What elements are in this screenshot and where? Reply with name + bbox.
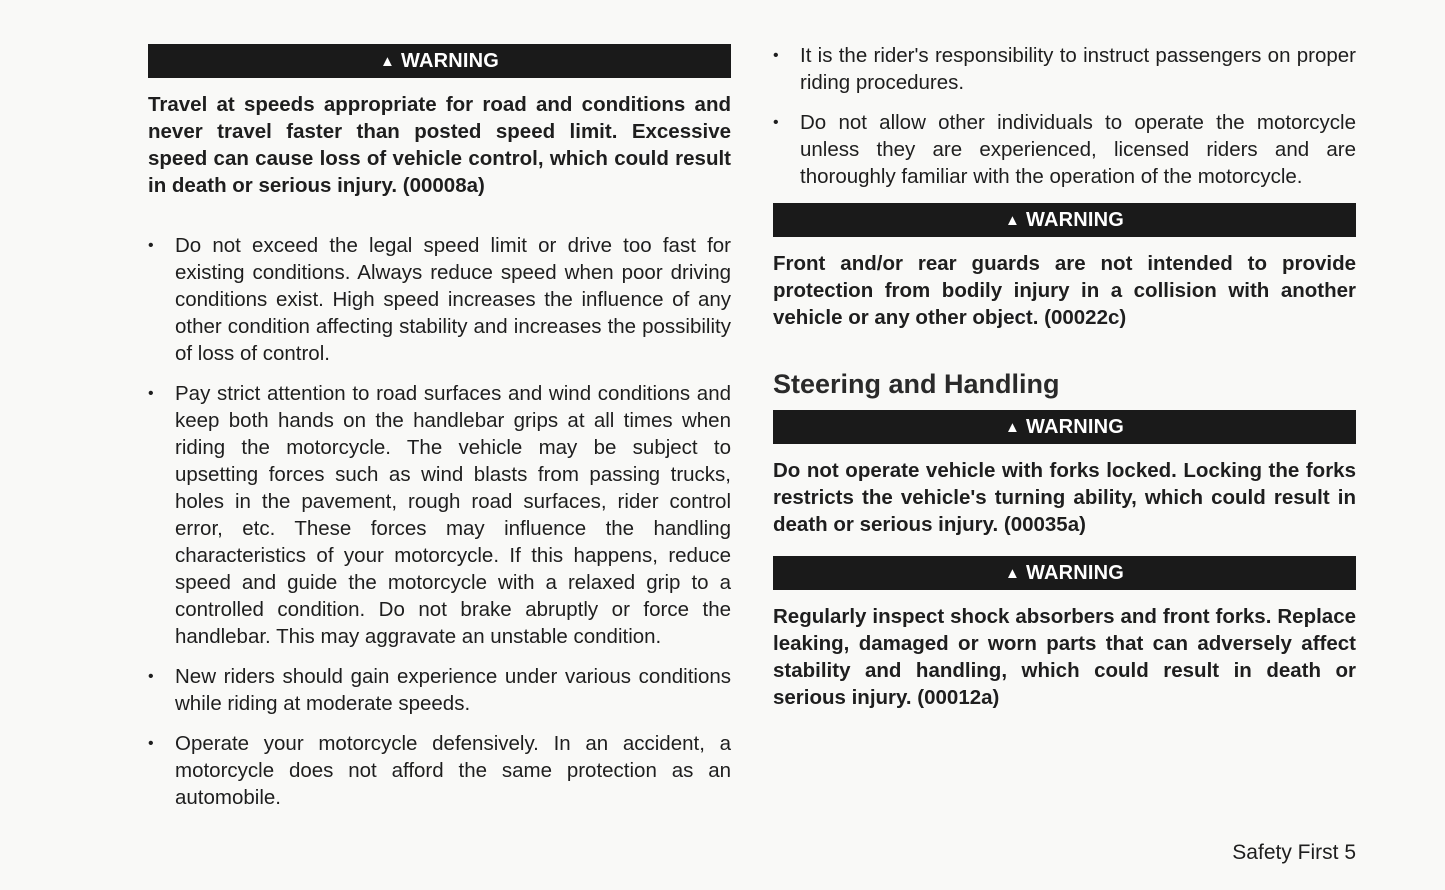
list-item: • Do not allow other individuals to operate the motorcycle unless they are experienced, licensed riders and are thoroughly familiar with the operation of the motorcycle. — [773, 109, 1356, 190]
warning-text: Do not operate vehicle with forks locked. Locking the forks restricts the vehicle's turning ability, which could result in death or serious injury. (00035a) — [773, 459, 1356, 536]
warning-label: WARNING — [1025, 209, 1125, 231]
warning-triangle-icon: ▲ — [1004, 212, 1020, 229]
list-item: • It is the rider's responsibility to instruct passengers on proper riding procedures. — [773, 42, 1356, 96]
warning-text: Front and/or rear guards are not intended to provide protection from bodily injury in a collision with another vehicle or any other object. (00022c) — [773, 252, 1356, 329]
warning-triangle-icon: ▲ — [1004, 565, 1020, 582]
warning-banner — [773, 203, 1356, 237]
warning-banner — [773, 556, 1356, 590]
list-item: • Do not exceed the legal speed limit or drive too fast for existing conditions. Always reduce speed when poor driving conditions exist. High speed increases the influence of any other condition affecting stability and increases the possibility of loss of control. — [148, 232, 731, 367]
right-column — [773, 42, 1356, 711]
warning-label: WARNING — [1025, 416, 1125, 438]
warning-label: WARNING — [400, 50, 500, 72]
bullet-list — [148, 232, 731, 811]
list-item: • Pay strict attention to road surfaces and wind conditions and keep both hands on the handlebar grips at all times when riding the motorcycle. The vehicle may be subject to upsetting forces such as wind blasts from passing trucks, holes in the pavement, rough road surfaces, rider control error, etc. These forces may influence the handling characteristics of your motorcycle. If this happens, reduce speed and guide the motorcycle with a relaxed grip to a controlled condition. Do not brake abruptly or force the handlebar. This may aggravate an unstable condition. — [148, 380, 731, 650]
warning-text: Regularly inspect shock absorbers and front forks. Replace leaking, damaged or worn parts that can adversely affect stability and handling, which could result in death or serious injury. (00012a) — [773, 605, 1356, 709]
warning-triangle-icon: ▲ — [379, 53, 395, 70]
warning-banner — [773, 410, 1356, 444]
left-column — [148, 44, 731, 824]
warning-text: Travel at speeds appropriate for road and conditions and never travel faster than posted speed limit. Excessive speed can cause loss of vehicle control, which could result in death or serious injury. (00008a) — [148, 93, 731, 197]
page-footer: Safety First 5 — [1232, 841, 1356, 864]
warning-label: WARNING — [1025, 562, 1125, 584]
bullet-list — [773, 42, 1356, 190]
section-heading: Steering and Handling — [773, 369, 1060, 399]
list-item: • New riders should gain experience under various conditions while riding at moderate speeds. — [148, 663, 731, 717]
warning-banner — [148, 44, 731, 78]
list-item: • Operate your motorcycle defensively. In an accident, a motorcycle does not afford the same protection as an automobile. — [148, 730, 731, 811]
warning-triangle-icon: ▲ — [1004, 419, 1020, 436]
